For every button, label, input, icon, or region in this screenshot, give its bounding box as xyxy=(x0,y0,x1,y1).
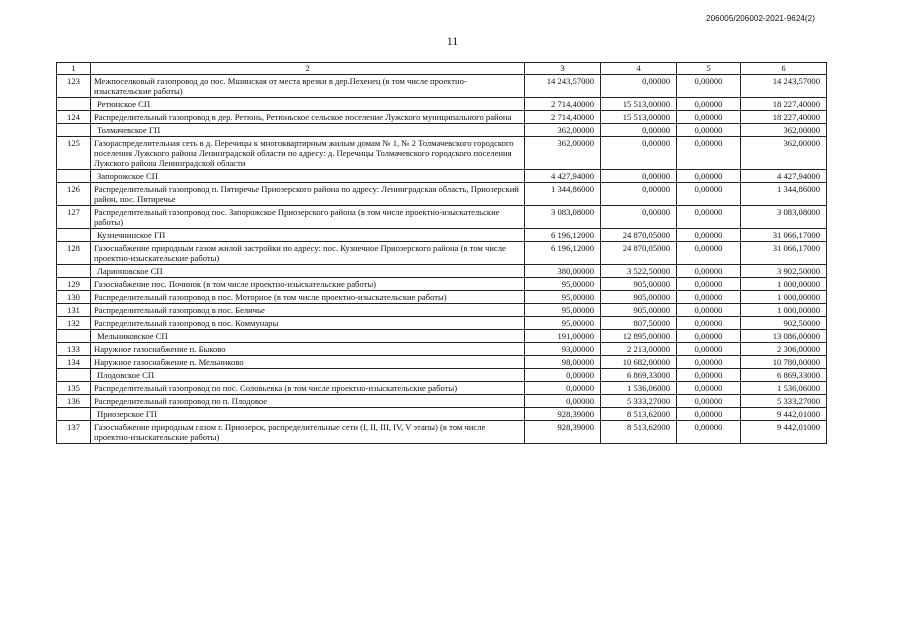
value-cell-col3: 6 196,12000 xyxy=(525,242,601,265)
value-cell-col5: 0,00000 xyxy=(677,278,741,291)
value-cell-col4: 905,00000 xyxy=(601,304,677,317)
value-cell-col6: 31 066,17000 xyxy=(741,229,827,242)
value-cell-col3: 191,00000 xyxy=(525,330,601,343)
value-cell-col4: 905,00000 xyxy=(601,291,677,304)
row-number-cell xyxy=(57,369,91,382)
value-cell-col5: 0,00000 xyxy=(677,75,741,98)
row-name-cell: Распределительный газопровод пос. Запорожское Приозерского района (в том числе проектно-изыскательские работы) xyxy=(91,206,525,229)
value-cell-col6: 1 536,06000 xyxy=(741,382,827,395)
row-number-cell: 128 xyxy=(57,242,91,265)
row-number-cell: 125 xyxy=(57,137,91,170)
value-cell-col6: 18 227,40000 xyxy=(741,98,827,111)
table-row xyxy=(57,343,827,356)
value-cell-col4: 3 522,50000 xyxy=(601,265,677,278)
value-cell-col5: 0,00000 xyxy=(677,291,741,304)
table-group-row xyxy=(57,229,827,242)
value-cell-col5: 0,00000 xyxy=(677,304,741,317)
value-cell-col6: 362,00000 xyxy=(741,137,827,170)
value-cell-col6: 1 000,00000 xyxy=(741,304,827,317)
table-group-row xyxy=(57,124,827,137)
row-name-cell: Распределительный газопровод по пос. Соловьевка (в том числе проектно-изыскательские работы) xyxy=(91,382,525,395)
value-cell-col4: 2 213,00000 xyxy=(601,343,677,356)
table-header-row xyxy=(57,63,827,75)
row-number-cell xyxy=(57,124,91,137)
row-number-cell xyxy=(57,229,91,242)
data-table xyxy=(56,62,827,444)
value-cell-col4: 15 513,00000 xyxy=(601,98,677,111)
value-cell-col5: 0,00000 xyxy=(677,317,741,330)
value-cell-col6: 18 227,40000 xyxy=(741,111,827,124)
value-cell-col3: 95,00000 xyxy=(525,304,601,317)
value-cell-col4: 0,00000 xyxy=(601,137,677,170)
page-number: 11 xyxy=(446,34,459,48)
value-cell-col3: 0,00000 xyxy=(525,382,601,395)
row-number-cell: 134 xyxy=(57,356,91,369)
value-cell-col5: 0,00000 xyxy=(677,170,741,183)
value-cell-col4: 1 536,06000 xyxy=(601,382,677,395)
value-cell-col4: 10 682,00000 xyxy=(601,356,677,369)
row-name-cell: Наружное газоснабжение п. Быково xyxy=(91,343,525,356)
value-cell-col6: 1 344,86000 xyxy=(741,183,827,206)
row-number-cell xyxy=(57,408,91,421)
value-cell-col5: 0,00000 xyxy=(677,265,741,278)
table-row xyxy=(57,317,827,330)
value-cell-col6: 3 083,08000 xyxy=(741,206,827,229)
value-cell-col4: 8 513,62000 xyxy=(601,408,677,421)
value-cell-col6: 6 869,33000 xyxy=(741,369,827,382)
value-cell-col3: 95,00000 xyxy=(525,317,601,330)
value-cell-col6: 9 442,01000 xyxy=(741,421,827,444)
value-cell-col6: 4 427,94000 xyxy=(741,170,827,183)
value-cell-col6: 362,00000 xyxy=(741,124,827,137)
value-cell-col6: 9 442,01000 xyxy=(741,408,827,421)
column-header: 1 xyxy=(57,63,91,75)
value-cell-col5: 0,00000 xyxy=(677,343,741,356)
row-number-cell: 132 xyxy=(57,317,91,330)
value-cell-col4: 0,00000 xyxy=(601,170,677,183)
value-cell-col3: 95,00000 xyxy=(525,278,601,291)
value-cell-col3: 3 083,08000 xyxy=(525,206,601,229)
table-row xyxy=(57,278,827,291)
value-cell-col5: 0,00000 xyxy=(677,356,741,369)
row-name-cell: Межпоселковый газопровод до пос. Мшинская от места врезки в дер.Пехенец (в том числе проектно-изыскательские работы) xyxy=(91,75,525,98)
row-number-cell: 129 xyxy=(57,278,91,291)
table-row xyxy=(57,242,827,265)
value-cell-col3: 0,00000 xyxy=(525,369,601,382)
value-cell-col6: 14 243,57000 xyxy=(741,75,827,98)
value-cell-col3: 98,00000 xyxy=(525,356,601,369)
value-cell-col6: 13 086,00000 xyxy=(741,330,827,343)
value-cell-col4: 15 513,00000 xyxy=(601,111,677,124)
value-cell-col6: 2 306,00000 xyxy=(741,343,827,356)
table-group-row xyxy=(57,98,827,111)
value-cell-col4: 8 513,62000 xyxy=(601,421,677,444)
value-cell-col5: 0,00000 xyxy=(677,242,741,265)
table-row xyxy=(57,421,827,444)
row-name-cell: Газоснабжение природным газом г. Приозерск, распределительные сети (I, II, III, IV, V этапы) (в том числе проектно-изыскательские работы) xyxy=(91,421,525,444)
value-cell-col5: 0,00000 xyxy=(677,98,741,111)
table-row xyxy=(57,395,827,408)
value-cell-col6: 902,50000 xyxy=(741,317,827,330)
value-cell-col5: 0,00000 xyxy=(677,229,741,242)
table-row xyxy=(57,304,827,317)
value-cell-col4: 0,00000 xyxy=(601,124,677,137)
row-name-cell: Газораспределительная сеть в д. Перечицы к многоквартирным жилым домам № 1, № 2 Толмачевского городского поселения Лужского района Ленинградской области по адресу: д. Перечицы Толмачевского городского поселения Лужского района Ленинградской области xyxy=(91,137,525,170)
value-cell-col3: 4 427,94000 xyxy=(525,170,601,183)
value-cell-col6: 1 000,00000 xyxy=(741,291,827,304)
row-number-cell: 130 xyxy=(57,291,91,304)
value-cell-col4: 0,00000 xyxy=(601,183,677,206)
row-number-cell: 123 xyxy=(57,75,91,98)
value-cell-col3: 2 714,40000 xyxy=(525,98,601,111)
value-cell-col3: 2 714,40000 xyxy=(525,111,601,124)
row-name-cell: Приозерское ГП xyxy=(91,408,525,421)
value-cell-col4: 6 869,33000 xyxy=(601,369,677,382)
row-number-cell xyxy=(57,265,91,278)
table-group-row xyxy=(57,330,827,343)
value-cell-col6: 3 902,50000 xyxy=(741,265,827,278)
row-name-cell: Толмачевское ГП xyxy=(91,124,525,137)
value-cell-col6: 10 780,00000 xyxy=(741,356,827,369)
value-cell-col3: 95,00000 xyxy=(525,291,601,304)
column-header: 2 xyxy=(91,63,525,75)
row-name-cell: Распределительный газопровод в пос. Коммунары xyxy=(91,317,525,330)
value-cell-col5: 0,00000 xyxy=(677,111,741,124)
row-name-cell: Ретюнское СП xyxy=(91,98,525,111)
table-row xyxy=(57,137,827,170)
value-cell-col3: 362,00000 xyxy=(525,124,601,137)
column-header: 4 xyxy=(601,63,677,75)
row-number-cell: 136 xyxy=(57,395,91,408)
row-name-cell: Ларионовское СП xyxy=(91,265,525,278)
value-cell-col5: 0,00000 xyxy=(677,395,741,408)
row-name-cell: Распределительный газопровод по п. Плодовое xyxy=(91,395,525,408)
row-name-cell: Плодовское СП xyxy=(91,369,525,382)
value-cell-col5: 0,00000 xyxy=(677,408,741,421)
value-cell-col5: 0,00000 xyxy=(677,369,741,382)
table-row xyxy=(57,356,827,369)
table-row xyxy=(57,75,827,98)
row-name-cell: Распределительный газопровод п. Пятиречье Приозерского района по адресу: Ленинградская область, Приозерский район, пос. Пятиречье xyxy=(91,183,525,206)
value-cell-col3: 380,00000 xyxy=(525,265,601,278)
row-name-cell: Газоснабжение пос. Починок (в том числе проектно-изыскательские работы) xyxy=(91,278,525,291)
value-cell-col4: 905,00000 xyxy=(601,278,677,291)
table-group-row xyxy=(57,170,827,183)
value-cell-col3: 928,39000 xyxy=(525,421,601,444)
table-group-row xyxy=(57,265,827,278)
table-row xyxy=(57,291,827,304)
value-cell-col4: 24 870,05000 xyxy=(601,229,677,242)
value-cell-col3: 928,39000 xyxy=(525,408,601,421)
table-row xyxy=(57,206,827,229)
table-row xyxy=(57,111,827,124)
table-row xyxy=(57,382,827,395)
row-number-cell: 124 xyxy=(57,111,91,124)
row-number-cell xyxy=(57,330,91,343)
table-group-row xyxy=(57,369,827,382)
value-cell-col6: 1 000,00000 xyxy=(741,278,827,291)
value-cell-col5: 0,00000 xyxy=(677,330,741,343)
row-number-cell: 135 xyxy=(57,382,91,395)
column-header: 5 xyxy=(677,63,741,75)
value-cell-col5: 0,00000 xyxy=(677,183,741,206)
row-number-cell: 127 xyxy=(57,206,91,229)
value-cell-col4: 0,00000 xyxy=(601,75,677,98)
column-header: 3 xyxy=(525,63,601,75)
value-cell-col4: 12 895,00000 xyxy=(601,330,677,343)
row-number-cell: 133 xyxy=(57,343,91,356)
row-number-cell xyxy=(57,170,91,183)
document-id: 206005/206002-2021-9624(2) xyxy=(706,14,815,23)
table-group-row xyxy=(57,408,827,421)
row-number-cell xyxy=(57,98,91,111)
value-cell-col5: 0,00000 xyxy=(677,421,741,444)
value-cell-col4: 5 333,27000 xyxy=(601,395,677,408)
row-name-cell: Наружное газоснабжение п. Мельниково xyxy=(91,356,525,369)
row-name-cell: Запорожское СП xyxy=(91,170,525,183)
value-cell-col3: 0,00000 xyxy=(525,395,601,408)
value-cell-col5: 0,00000 xyxy=(677,137,741,170)
value-cell-col4: 807,50000 xyxy=(601,317,677,330)
value-cell-col3: 1 344,86000 xyxy=(525,183,601,206)
value-cell-col5: 0,00000 xyxy=(677,124,741,137)
value-cell-col3: 362,00000 xyxy=(525,137,601,170)
value-cell-col5: 0,00000 xyxy=(677,382,741,395)
row-name-cell: Мельниковское СП xyxy=(91,330,525,343)
row-number-cell: 137 xyxy=(57,421,91,444)
value-cell-col3: 93,00000 xyxy=(525,343,601,356)
value-cell-col6: 31 066,17000 xyxy=(741,242,827,265)
value-cell-col5: 0,00000 xyxy=(677,206,741,229)
row-name-cell: Газоснабжение природным газом жилой застройки по адресу: пос. Кузнечное Приозерского района (в том числе проектно-изыскательские работы) xyxy=(91,242,525,265)
table-row xyxy=(57,183,827,206)
value-cell-col4: 24 870,05000 xyxy=(601,242,677,265)
column-header: 6 xyxy=(741,63,827,75)
row-name-cell: Кузнечнинское ГП xyxy=(91,229,525,242)
row-number-cell: 126 xyxy=(57,183,91,206)
value-cell-col3: 6 196,12000 xyxy=(525,229,601,242)
row-number-cell: 131 xyxy=(57,304,91,317)
value-cell-col4: 0,00000 xyxy=(601,206,677,229)
row-name-cell: Распределительный газопровод в пос. Беличье xyxy=(91,304,525,317)
value-cell-col3: 14 243,57000 xyxy=(525,75,601,98)
value-cell-col6: 5 333,27000 xyxy=(741,395,827,408)
row-name-cell: Распределительный газопровод в дер. Ретюнь, Ретюньское сельское поселение Лужского муниципального района xyxy=(91,111,525,124)
row-name-cell: Распределительный газопровод в пос. Моторное (в том числе проектно-изыскательские работы) xyxy=(91,291,525,304)
